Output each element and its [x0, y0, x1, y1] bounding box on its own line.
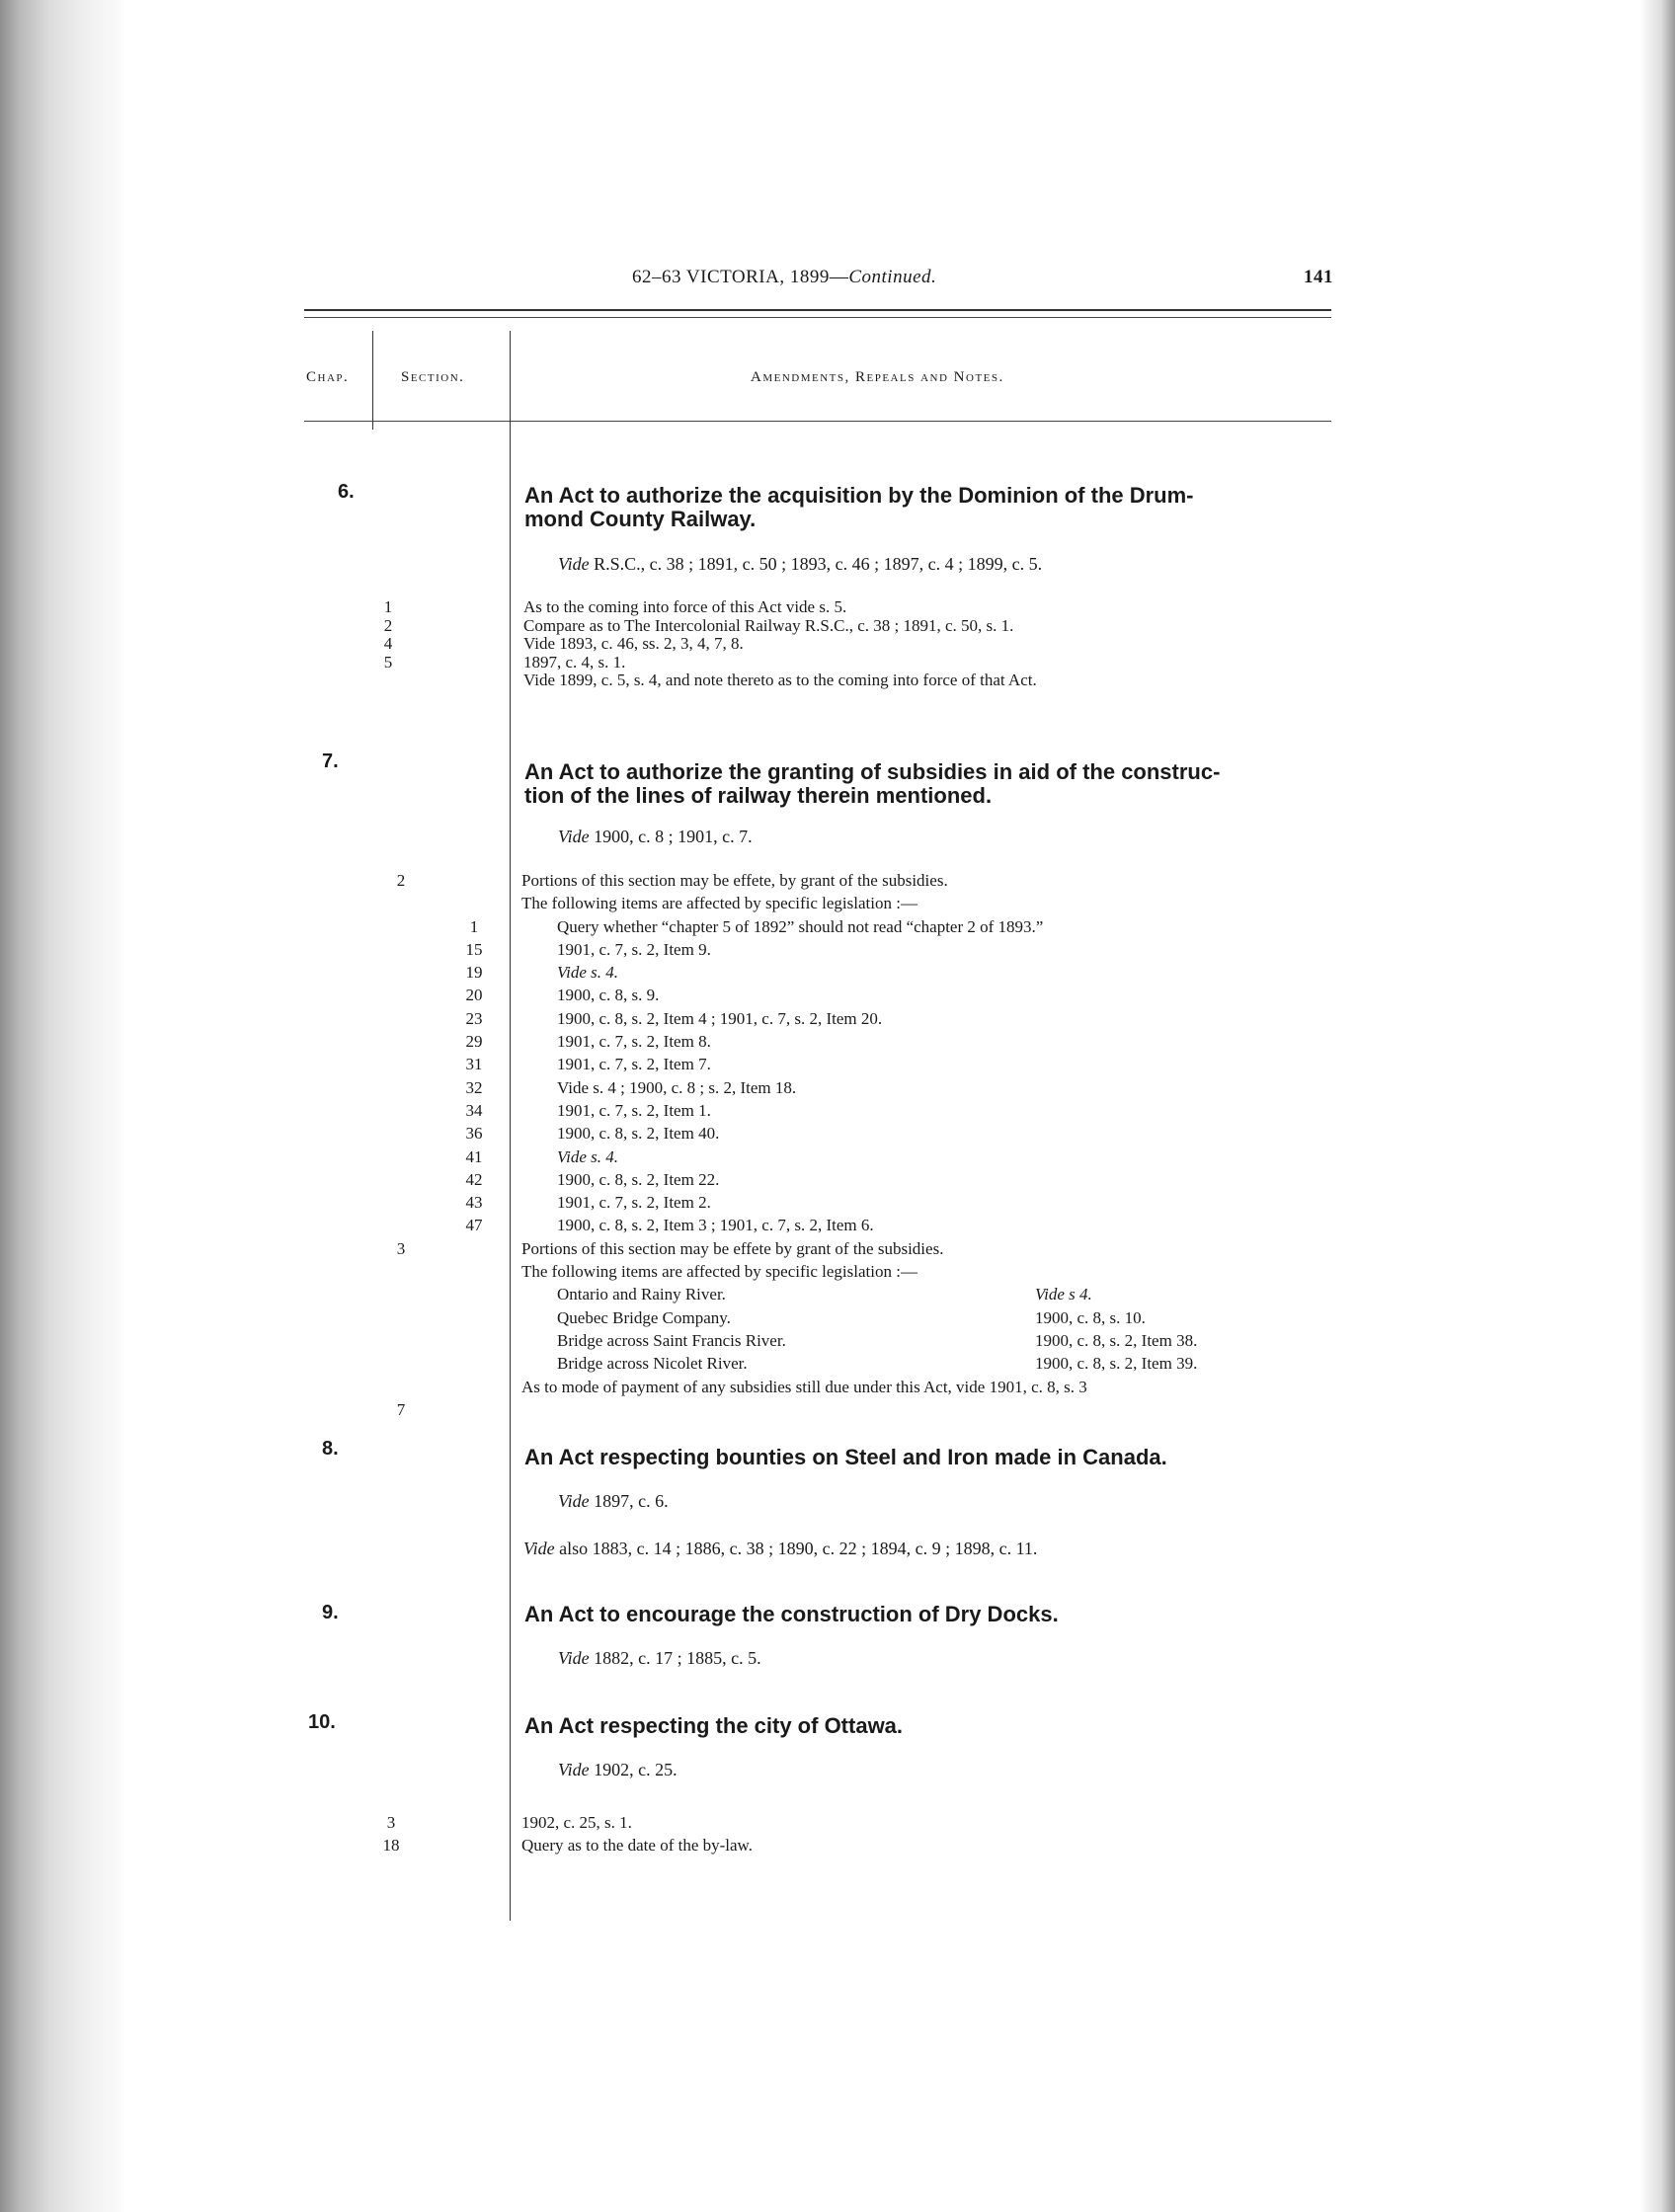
- chapter-title-7: An Act to authorize the granting of subsidies in aid of the construc- tion of the lines of railway therein mentioned.: [524, 759, 1221, 808]
- subsection-number: 36: [465, 1124, 483, 1144]
- note-line: 1900, c. 8, s. 2, Item 3 ; 1901, c. 7, s. 2, Item 6.: [557, 1216, 874, 1235]
- note-line: Vide s. 4.: [557, 1146, 619, 1166]
- note-line: 1901, c. 7, s. 2, Item 7.: [557, 1055, 711, 1074]
- section-number: [381, 1283, 421, 1305]
- item-name: Ontario and Rainy River.: [557, 1285, 726, 1304]
- note-line: The following items are affected by specific legislation :—: [521, 1262, 917, 1282]
- item-ref: Vide s 4.: [1035, 1285, 1092, 1304]
- subsection-list-7: [454, 869, 494, 1237]
- vide-label: Vide: [558, 1760, 590, 1779]
- section-list-10: [371, 1811, 411, 1857]
- section-number: [381, 1306, 421, 1329]
- note-line: 1901, c. 7, s. 2, Item 1.: [557, 1100, 711, 1120]
- chapter-ref-10: [558, 1759, 678, 1780]
- section-number: [381, 1007, 421, 1030]
- note-line: As to the coming into force of this Act vide s. 5.: [523, 597, 847, 616]
- note-line: 1902, c. 25, s. 1.: [521, 1813, 632, 1832]
- header-continued: Continued.: [848, 267, 937, 287]
- chapter-number-10: 10.: [308, 1711, 336, 1733]
- chapter-title-6: An Act to authorize the acquisition by the Dominion of the Drum- mond County Railway.: [524, 483, 1194, 531]
- item-row: [521, 1283, 1092, 1305]
- note-line: Query as to the date of the by-law.: [521, 1836, 753, 1856]
- ref-text: 1900, c. 8 ; 1901, c. 7.: [594, 827, 753, 846]
- subsection-number: 31: [465, 1055, 483, 1074]
- section-number: [381, 1329, 421, 1352]
- section-list-6: [363, 598, 413, 672]
- note-line: 1900, c. 8, s. 2, Item 22.: [557, 1169, 720, 1189]
- note-line: Vide 1893, c. 46, ss. 2, 3, 4, 7, 8.: [523, 634, 744, 653]
- section-number: 1: [383, 597, 393, 616]
- column-head-notes: Amendments, Repeals and Notes.: [751, 369, 1004, 385]
- item-row: [521, 1329, 1198, 1352]
- column-divider-section: [510, 331, 511, 1921]
- section-number: [381, 1053, 421, 1075]
- section-list-7: [381, 869, 421, 1421]
- chapter-number-7: 7.: [322, 750, 339, 772]
- subsection-number: 29: [465, 1032, 483, 1052]
- book-binding-shadow: [0, 0, 126, 2212]
- item-row: [521, 1352, 1198, 1375]
- section-number: [381, 1260, 421, 1283]
- subsection-number: 19: [465, 963, 483, 983]
- page-number: 141: [1304, 267, 1333, 287]
- chapter-ref2-8: [523, 1538, 1037, 1559]
- vide-label: Vide: [558, 827, 590, 846]
- chapter-ref-6: [558, 553, 1042, 575]
- section-number: 4: [383, 634, 393, 653]
- column-head-chap: Chap.: [306, 369, 350, 385]
- section-number: [381, 1122, 421, 1145]
- header-rule-top: [304, 309, 1331, 311]
- subsection-number: 20: [465, 986, 483, 1005]
- chapter-number-9: 9.: [322, 1602, 339, 1623]
- section-number: 2: [396, 871, 406, 890]
- vide-label: Vide: [558, 554, 590, 574]
- subsection-number: 1: [469, 916, 479, 936]
- section-number: 3: [386, 1813, 396, 1832]
- subsection-number: 43: [465, 1193, 483, 1213]
- note-line: 1901, c. 7, s. 2, Item 8.: [557, 1032, 711, 1052]
- chapter-title-10: An Act respecting the city of Ottawa.: [524, 1713, 904, 1738]
- note-line: 1900, c. 8, s. 9.: [557, 986, 660, 1005]
- subsection-number: 47: [465, 1216, 483, 1235]
- subsection-number: 32: [465, 1077, 483, 1097]
- chapter-ref-7: [558, 826, 753, 847]
- note-line: Vide s. 4 ; 1900, c. 8 ; s. 2, Item 18.: [557, 1077, 797, 1097]
- section-number: [381, 938, 421, 961]
- section-number: [381, 1376, 421, 1398]
- note-line: Portions of this section may be effete by grant of the subsidies.: [521, 1238, 944, 1258]
- ref-text: 1902, c. 25.: [594, 1760, 678, 1779]
- section-number: [381, 961, 421, 984]
- item-name: Bridge across Nicolet River.: [557, 1354, 748, 1374]
- subsection-number: 34: [465, 1100, 483, 1120]
- section-number: 7: [396, 1399, 406, 1419]
- note-line: Vide 1899, c. 5, s. 4, and note thereto as to the coming into force of that Act.: [523, 671, 1037, 689]
- section-number: [381, 1076, 421, 1099]
- ref-text: 1882, c. 17 ; 1885, c. 5.: [594, 1648, 761, 1668]
- page-edge-shadow: [1639, 0, 1675, 2212]
- chapter-title-8: An Act respecting bounties on Steel and Iron made in Canada.: [524, 1445, 1167, 1469]
- section-number: 5: [383, 652, 393, 672]
- running-header: [632, 267, 936, 288]
- subsection-number: 23: [465, 1008, 483, 1028]
- vide-label: Vide: [558, 1648, 590, 1668]
- section-number: [381, 984, 421, 1006]
- header-rule-bottom: [304, 317, 1331, 318]
- note-line: 1897, c. 4, s. 1.: [523, 652, 626, 672]
- subsection-number: [454, 869, 494, 892]
- subsection-number: 41: [465, 1146, 483, 1166]
- item-name: Quebec Bridge Company.: [557, 1307, 731, 1327]
- chapter-title-9: An Act to encourage the construction of Dry Docks.: [524, 1602, 1059, 1626]
- note-line: 1900, c. 8, s. 2, Item 4 ; 1901, c. 7, s. 2, Item 20.: [557, 1008, 883, 1028]
- item-name: Bridge across Saint Francis River.: [557, 1330, 786, 1350]
- ref-text: R.S.C., c. 38 ; 1891, c. 50 ; 1893, c. 46 ; 1897, c. 4 ; 1899, c. 5.: [594, 554, 1043, 574]
- vide-label: Vide: [558, 1491, 590, 1511]
- chapter-number-6: 6.: [338, 481, 355, 503]
- column-head-section: Section.: [401, 369, 465, 385]
- section-number: [381, 915, 421, 938]
- notes-7: [521, 869, 1198, 1398]
- notes-10: [521, 1811, 753, 1857]
- note-line: Vide s. 4.: [557, 963, 619, 983]
- section-number: [381, 1168, 421, 1191]
- section-number: [381, 1146, 421, 1168]
- chapter-ref-9: [558, 1647, 761, 1669]
- note-line: 1901, c. 7, s. 2, Item 9.: [557, 939, 711, 959]
- subsection-number: [454, 892, 494, 914]
- section-number: 2: [383, 615, 393, 635]
- column-head-rule: [304, 421, 1331, 422]
- subsection-number: 15: [465, 939, 483, 959]
- item-ref: 1900, c. 8, s. 10.: [1035, 1307, 1146, 1327]
- chapter-ref-8: [558, 1490, 669, 1512]
- section-number: 18: [382, 1836, 400, 1856]
- section-number: [381, 1099, 421, 1122]
- ref-text: also 1883, c. 14 ; 1886, c. 38 ; 1890, c. 22 ; 1894, c. 9 ; 1898, c. 11.: [559, 1539, 1038, 1558]
- column-divider-chap: [372, 331, 373, 430]
- section-number: [381, 1191, 421, 1214]
- note-line: Query whether “chapter 5 of 1892” should not read “chapter 2 of 1893.”: [557, 916, 1044, 936]
- note-line: As to mode of payment of any subsidies still due under this Act, vide 1901, c. 8, s. 3: [521, 1377, 1087, 1396]
- item-row: [521, 1306, 1146, 1329]
- ref-text: 1897, c. 6.: [594, 1491, 669, 1511]
- chapter-number-8: 8.: [322, 1438, 339, 1460]
- item-ref: 1900, c. 8, s. 2, Item 39.: [1035, 1354, 1198, 1374]
- section-number: [381, 892, 421, 914]
- header-title: 62–63 VICTORIA, 1899—: [632, 267, 849, 287]
- note-line: 1900, c. 8, s. 2, Item 40.: [557, 1124, 720, 1144]
- section-number: [381, 1030, 421, 1053]
- item-ref: 1900, c. 8, s. 2, Item 38.: [1035, 1330, 1198, 1350]
- subsection-number: 42: [465, 1169, 483, 1189]
- note-line: 1901, c. 7, s. 2, Item 2.: [557, 1193, 711, 1213]
- section-number: [381, 1352, 421, 1375]
- section-number: 3: [396, 1238, 406, 1258]
- note-line: The following items are affected by specific legislation :—: [521, 894, 917, 913]
- vide-label: Vide: [523, 1539, 555, 1558]
- notes-6: [523, 598, 1037, 690]
- note-line: Portions of this section may be effete, by grant of the subsidies.: [521, 871, 948, 890]
- note-line: Compare as to The Intercolonial Railway R.S.C., c. 38 ; 1891, c. 50, s. 1.: [523, 615, 1014, 635]
- section-number: [381, 1214, 421, 1236]
